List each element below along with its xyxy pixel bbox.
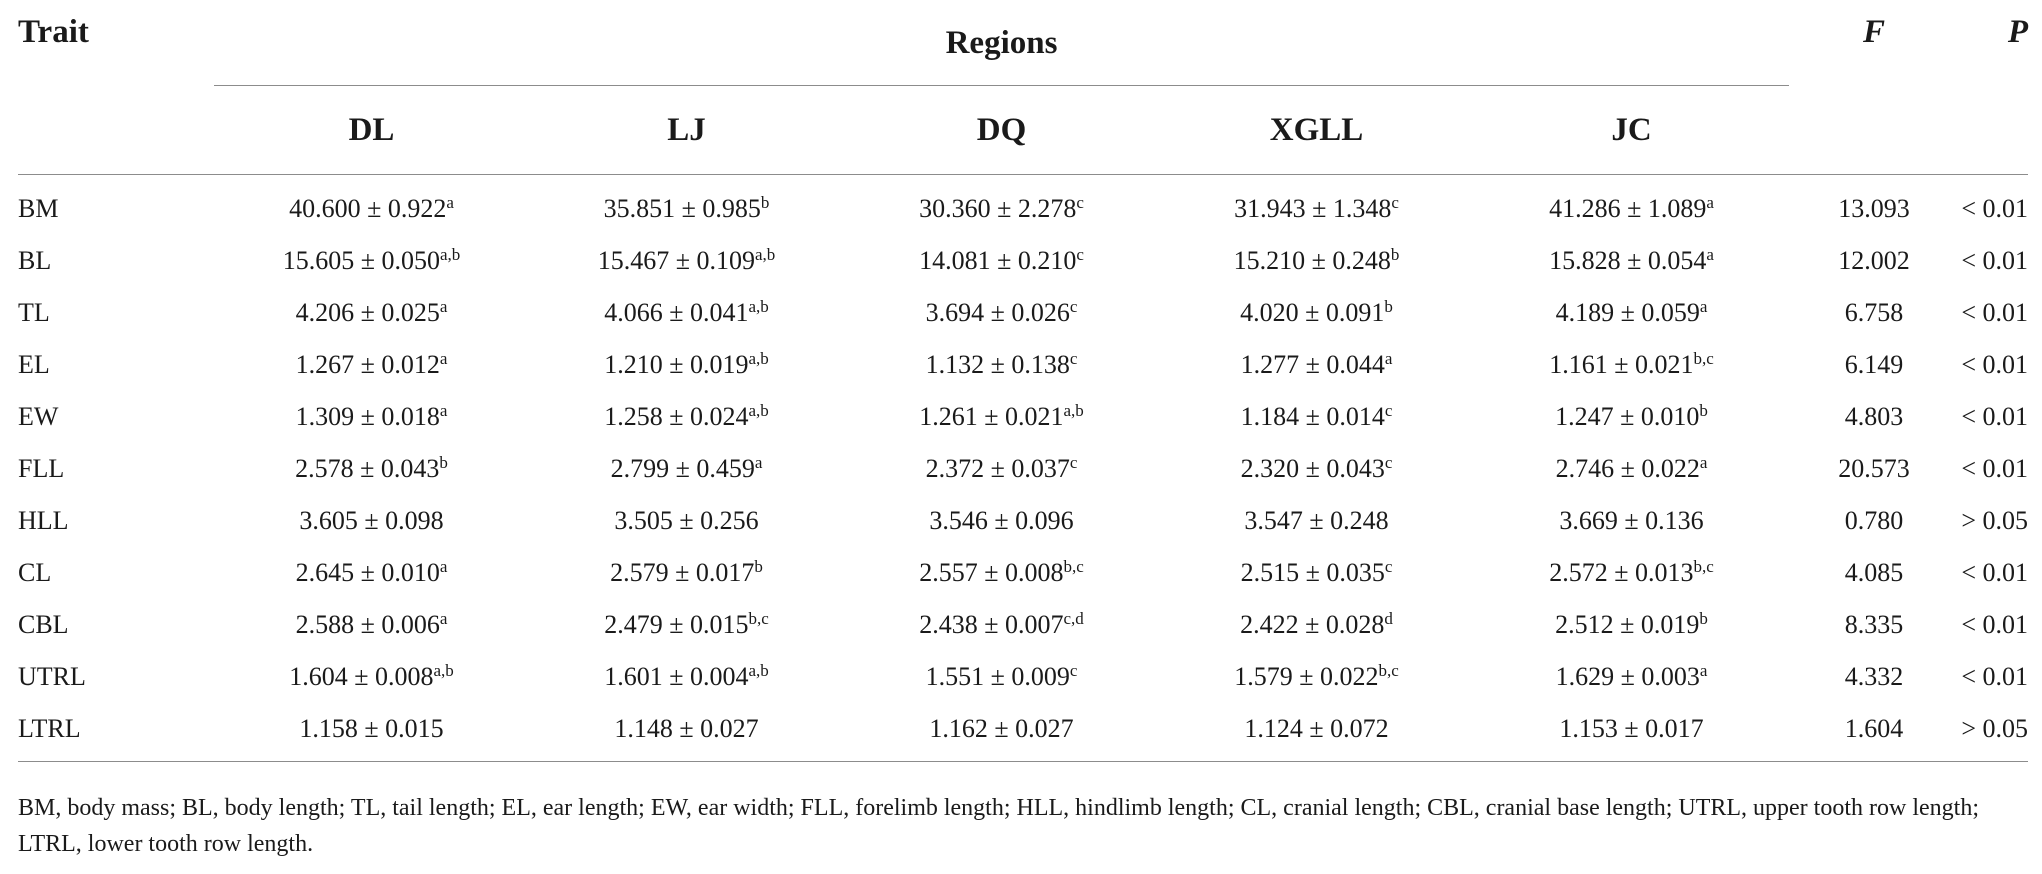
significance-superscript: a: [439, 557, 448, 576]
cell-dq: [844, 651, 1159, 703]
cell-trait: LTRL: [18, 703, 214, 762]
cell-value: 31.943 ± 1.348: [1234, 194, 1392, 223]
cell-value: 2.588 ± 0.006: [295, 610, 440, 639]
cell-p: < 0.01: [1961, 558, 2029, 587]
significance-superscript: a: [1384, 349, 1393, 368]
data-table-container: [18, 0, 2028, 762]
significance-superscript: c: [1384, 401, 1393, 420]
significance-superscript: a,b: [1063, 401, 1084, 420]
cell-jc: [1474, 175, 1789, 236]
header-region-dq: DQ: [844, 86, 1159, 175]
cell-xgll: [1159, 443, 1474, 495]
table-row: [18, 287, 2028, 339]
header-p: P: [1959, 0, 2028, 175]
significance-superscript: a,b: [754, 245, 776, 264]
cell-value: 41.286 ± 1.089: [1549, 194, 1707, 223]
header-region-lj: LJ: [529, 86, 844, 175]
cell-trait: CL: [18, 558, 52, 587]
cell-p: < 0.01: [1961, 194, 2029, 223]
cell-jc: [1474, 443, 1789, 495]
cell-f: 1.604: [1789, 703, 1959, 762]
cell-dl: [214, 703, 529, 762]
table-row: [18, 391, 2028, 443]
table-row: [18, 495, 2028, 547]
cell-dl: [214, 175, 529, 236]
cell-value: 2.557 ± 0.008: [919, 558, 1064, 587]
significance-superscript: b,c: [748, 609, 769, 628]
cell-value: 2.438 ± 0.007: [919, 610, 1064, 639]
significance-superscript: c,d: [1063, 609, 1084, 628]
cell-value: 15.210 ± 0.248: [1233, 246, 1391, 275]
cell-dq: [844, 391, 1159, 443]
cell-dl: [214, 235, 529, 287]
cell-trait: HLL: [18, 506, 69, 535]
cell-value: 1.267 ± 0.012: [295, 350, 440, 379]
cell-xgll: [1159, 339, 1474, 391]
table-row: [18, 339, 2028, 391]
cell-p: < 0.01: [1961, 350, 2029, 379]
cell-lj: [529, 339, 844, 391]
significance-superscript: a: [1699, 297, 1708, 316]
significance-superscript: c: [1069, 349, 1078, 368]
cell-value: 3.547 ± 0.248: [1244, 506, 1389, 535]
significance-superscript: b: [754, 557, 763, 576]
cell-lj: [529, 287, 844, 339]
cell-dl: [214, 443, 529, 495]
significance-superscript: b: [1384, 297, 1393, 316]
cell-trait: EW: [18, 402, 59, 431]
cell-value: 1.579 ± 0.022: [1234, 662, 1379, 691]
significance-superscript: b,c: [1063, 557, 1084, 576]
table-row: [18, 547, 2028, 599]
cell-dq: [844, 287, 1159, 339]
cell-value: 4.189 ± 0.059: [1555, 298, 1700, 327]
cell-value: 2.578 ± 0.043: [295, 454, 440, 483]
significance-superscript: a,b: [748, 661, 769, 680]
significance-superscript: a: [1699, 661, 1708, 680]
cell-dl: [214, 547, 529, 599]
cell-xgll: [1159, 703, 1474, 762]
significance-superscript: a: [439, 349, 448, 368]
morphology-table: [18, 0, 2028, 762]
significance-superscript: c: [1391, 193, 1399, 212]
cell-f: 20.573: [1838, 454, 1910, 483]
header-region-jc: JC: [1474, 86, 1789, 175]
cell-value: 2.422 ± 0.028: [1240, 610, 1385, 639]
cell-value: 2.372 ± 0.037: [925, 454, 1070, 483]
cell-value: 1.184 ± 0.014: [1240, 402, 1385, 431]
cell-xgll: [1159, 495, 1474, 547]
cell-value: 1.604 ± 0.008: [289, 662, 434, 691]
cell-trait: FLL: [18, 454, 65, 483]
cell-value: 3.505 ± 0.256: [614, 506, 759, 535]
cell-value: 35.851 ± 0.985: [603, 194, 761, 223]
cell-lj: [529, 391, 844, 443]
cell-value: 14.081 ± 0.210: [919, 246, 1077, 275]
table-body: [18, 175, 2028, 762]
cell-jc: [1474, 651, 1789, 703]
cell-value: 2.572 ± 0.013: [1549, 558, 1694, 587]
cell-dq: [844, 175, 1159, 236]
cell-f: 4.332: [1844, 662, 1904, 691]
cell-f: 4.085: [1844, 558, 1904, 587]
cell-f: 13.093: [1838, 194, 1910, 223]
cell-value: 15.828 ± 0.054: [1549, 246, 1707, 275]
significance-superscript: b,c: [1693, 349, 1714, 368]
cell-value: 1.309 ± 0.018: [295, 402, 440, 431]
cell-value: 1.132 ± 0.138: [925, 350, 1070, 379]
cell-jc: [1474, 235, 1789, 287]
cell-jc: [1474, 339, 1789, 391]
cell-p: > 0.05: [1959, 703, 2028, 762]
significance-superscript: a,b: [748, 401, 769, 420]
significance-superscript: b: [439, 453, 448, 472]
cell-value: 1.210 ± 0.019: [604, 350, 749, 379]
cell-trait: CBL: [18, 610, 69, 639]
cell-jc: [1474, 287, 1789, 339]
significance-superscript: a: [439, 609, 448, 628]
cell-xgll: [1159, 547, 1474, 599]
cell-trait: BL: [18, 246, 52, 275]
cell-value: 1.261 ± 0.021: [919, 402, 1064, 431]
cell-p: < 0.01: [1961, 298, 2029, 327]
significance-superscript: c: [1384, 557, 1393, 576]
cell-lj: [529, 175, 844, 236]
cell-value: 1.258 ± 0.024: [604, 402, 749, 431]
cell-xgll: [1159, 391, 1474, 443]
significance-superscript: c: [1069, 297, 1078, 316]
cell-value: 1.124 ± 0.072: [1244, 714, 1389, 743]
significance-superscript: c: [1076, 245, 1084, 264]
cell-lj: [529, 547, 844, 599]
cell-trait: UTRL: [18, 662, 86, 691]
cell-dl: [214, 391, 529, 443]
significance-superscript: a,b: [433, 661, 454, 680]
cell-trait: TL: [18, 298, 50, 327]
header-regions: [214, 0, 1789, 86]
cell-p: < 0.01: [1961, 454, 2029, 483]
header-region-xgll: XGLL: [1159, 86, 1474, 175]
cell-value: 15.605 ± 0.050: [282, 246, 440, 275]
cell-dq: [844, 443, 1159, 495]
cell-dq: [844, 547, 1159, 599]
cell-f: 12.002: [1838, 246, 1910, 275]
cell-value: 3.605 ± 0.098: [299, 506, 444, 535]
cell-lj: [529, 703, 844, 762]
cell-p: < 0.01: [1961, 610, 2029, 639]
significance-superscript: a: [439, 401, 448, 420]
significance-superscript: a: [1706, 193, 1714, 212]
cell-dq: [844, 495, 1159, 547]
cell-trait: EL: [18, 350, 50, 379]
cell-lj: [529, 495, 844, 547]
significance-superscript: c: [1076, 193, 1084, 212]
cell-value: 1.148 ± 0.027: [614, 714, 759, 743]
cell-lj: [529, 599, 844, 651]
cell-p: < 0.01: [1961, 246, 2029, 275]
cell-p: < 0.01: [1961, 402, 2029, 431]
cell-value: 1.551 ± 0.009: [925, 662, 1070, 691]
cell-dl: [214, 495, 529, 547]
cell-value: 1.277 ± 0.044: [1240, 350, 1385, 379]
cell-xgll: [1159, 287, 1474, 339]
significance-superscript: a: [446, 193, 454, 212]
table-row: [18, 703, 2028, 762]
cell-value: 2.799 ± 0.459: [610, 454, 755, 483]
significance-superscript: c: [1069, 661, 1078, 680]
cell-dl: [214, 339, 529, 391]
cell-jc: [1474, 599, 1789, 651]
cell-value: 40.600 ± 0.922: [289, 194, 447, 223]
cell-value: 2.515 ± 0.035: [1240, 558, 1385, 587]
significance-superscript: b: [1699, 401, 1708, 420]
cell-jc: [1474, 391, 1789, 443]
cell-lj: [529, 235, 844, 287]
cell-value: 2.320 ± 0.043: [1240, 454, 1385, 483]
cell-value: 1.161 ± 0.021: [1549, 350, 1694, 379]
cell-dq: [844, 703, 1159, 762]
significance-superscript: b: [760, 193, 770, 212]
cell-p: < 0.01: [1961, 662, 2029, 691]
cell-value: 1.158 ± 0.015: [299, 714, 444, 743]
cell-value: 2.479 ± 0.015: [604, 610, 749, 639]
cell-dq: [844, 339, 1159, 391]
significance-superscript: a: [1706, 245, 1714, 264]
cell-lj: [529, 651, 844, 703]
cell-value: 1.153 ± 0.017: [1559, 714, 1704, 743]
cell-dq: [844, 599, 1159, 651]
cell-jc: [1474, 703, 1789, 762]
cell-dq: [844, 235, 1159, 287]
significance-superscript: c: [1384, 453, 1393, 472]
significance-superscript: a: [439, 297, 448, 316]
cell-value: 3.546 ± 0.096: [929, 506, 1074, 535]
cell-jc: [1474, 547, 1789, 599]
significance-superscript: b: [1390, 245, 1400, 264]
table-row: [18, 599, 2028, 651]
cell-value: 2.746 ± 0.022: [1555, 454, 1700, 483]
cell-value: 1.247 ± 0.010: [1555, 402, 1700, 431]
cell-xgll: [1159, 235, 1474, 287]
table-row: [18, 443, 2028, 495]
cell-value: 2.645 ± 0.010: [295, 558, 440, 587]
cell-value: 3.669 ± 0.136: [1559, 506, 1704, 535]
header-regions-label: Regions: [945, 24, 1058, 61]
significance-superscript: b,c: [1693, 557, 1714, 576]
cell-jc: [1474, 495, 1789, 547]
cell-f: 6.758: [1844, 298, 1904, 327]
cell-trait: BM: [18, 194, 59, 223]
cell-value: 3.694 ± 0.026: [925, 298, 1070, 327]
cell-dl: [214, 599, 529, 651]
header-f: F: [1789, 0, 1959, 175]
cell-lj: [529, 443, 844, 495]
cell-xgll: [1159, 175, 1474, 236]
cell-dl: [214, 287, 529, 339]
table-row: [18, 651, 2028, 703]
cell-value: 2.579 ± 0.017: [610, 558, 755, 587]
cell-f: 0.780: [1844, 506, 1904, 535]
cell-xgll: [1159, 651, 1474, 703]
cell-value: 2.512 ± 0.019: [1555, 610, 1700, 639]
cell-value: 1.629 ± 0.003: [1555, 662, 1700, 691]
cell-value: 4.066 ± 0.041: [604, 298, 749, 327]
significance-superscript: a,b: [439, 245, 461, 264]
cell-p: > 0.05: [1961, 506, 2029, 535]
regions-divider: [214, 85, 1789, 86]
header-trait: Trait: [18, 0, 214, 175]
table-header: [18, 0, 2028, 175]
significance-superscript: c: [1069, 453, 1078, 472]
cell-f: 8.335: [1844, 610, 1904, 639]
significance-superscript: a: [1699, 453, 1708, 472]
table-row: [18, 175, 2028, 236]
cell-value: 15.467 ± 0.109: [597, 246, 755, 275]
cell-f: 4.803: [1844, 402, 1904, 431]
table-footnote: BM, body mass; BL, body length; TL, tail length; EL, ear length; EW, ear width; FLL, forelimb length; HLL, hindlimb length; CL, cranial length; CBL, cranial base length; UTRL, upper tooth row length; LTRL, lower tooth row length.: [18, 795, 1979, 857]
cell-dl: [214, 651, 529, 703]
cell-xgll: [1159, 599, 1474, 651]
significance-superscript: b: [1699, 609, 1708, 628]
table-row: [18, 235, 2028, 287]
cell-f: 6.149: [1844, 350, 1904, 379]
cell-value: 1.601 ± 0.004: [604, 662, 749, 691]
header-region-dl: DL: [214, 86, 529, 175]
significance-superscript: a,b: [748, 349, 769, 368]
cell-value: 4.020 ± 0.091: [1240, 298, 1385, 327]
significance-superscript: a: [754, 453, 763, 472]
cell-value: 4.206 ± 0.025: [295, 298, 440, 327]
cell-value: 1.162 ± 0.027: [929, 714, 1074, 743]
cell-value: 30.360 ± 2.278: [919, 194, 1077, 223]
significance-superscript: a,b: [748, 297, 769, 316]
significance-superscript: b,c: [1378, 661, 1399, 680]
significance-superscript: d: [1384, 609, 1393, 628]
